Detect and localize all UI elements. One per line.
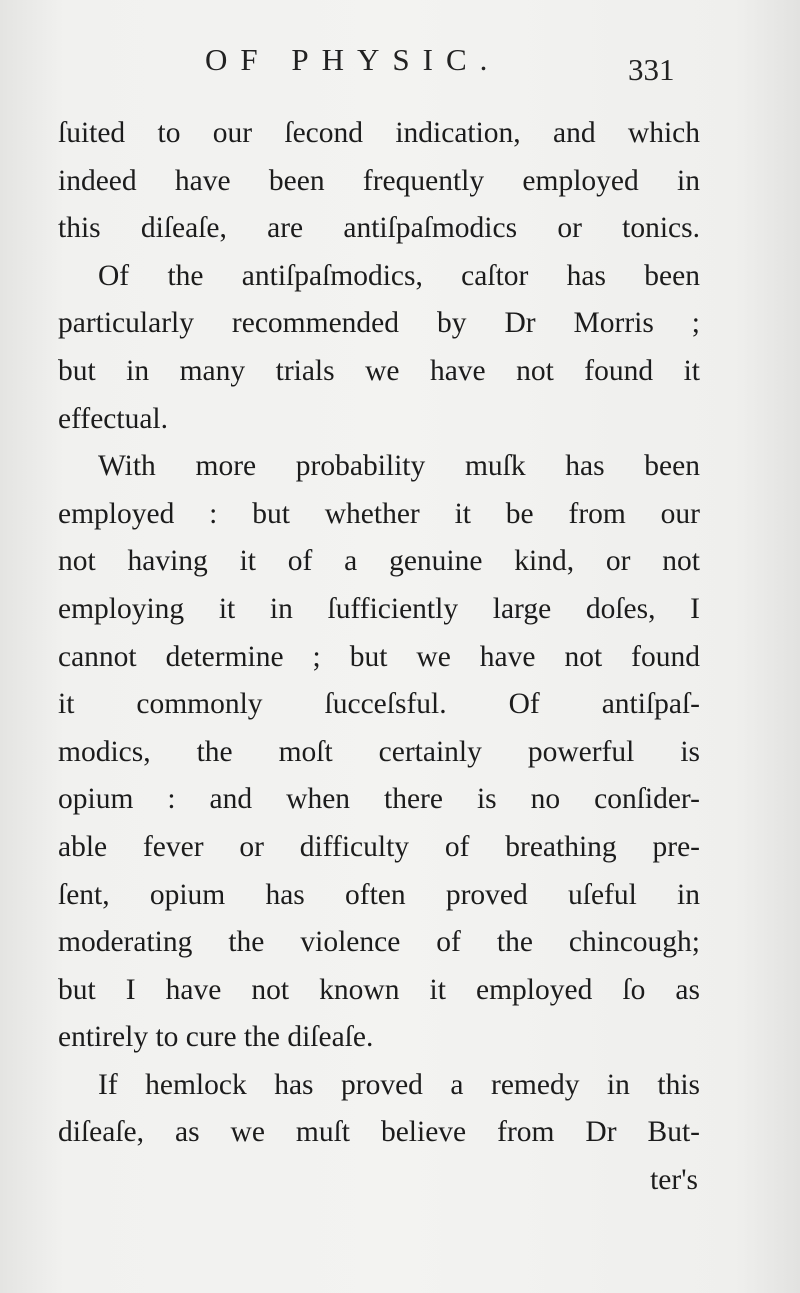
text-line: but in many trials we have not found it bbox=[58, 354, 700, 387]
text-line: not having it of a genuine kind, or not bbox=[58, 545, 700, 578]
catchword-row bbox=[58, 1157, 700, 1207]
text-line: With more probability muſk has been bbox=[98, 450, 700, 483]
text-line: but I have not known it employed ſo as bbox=[58, 973, 700, 1006]
text-line: this diſeaſe, are antiſpaſmodics or tonics. bbox=[58, 212, 700, 245]
text-line: employed : but whether it be from our bbox=[58, 497, 700, 530]
page-number: 331 bbox=[628, 52, 675, 87]
text-line: opium : and when there is no conſider- bbox=[58, 783, 700, 816]
running-head bbox=[0, 42, 800, 92]
text-line: modics, the moſt certainly powerful is bbox=[58, 735, 700, 768]
text-line: ſuited to our ſecond indication, and which bbox=[58, 117, 700, 149]
catchword: ter's bbox=[650, 1164, 698, 1197]
text-line: cannot determine ; but we have not found bbox=[58, 640, 700, 673]
body-text bbox=[58, 110, 700, 1207]
text-line: indeed have been frequently employed in bbox=[58, 164, 700, 197]
text-line: moderating the violence of the chincough; bbox=[58, 926, 700, 959]
text-line: employing it in ſufficiently large doſes, I bbox=[58, 592, 700, 625]
text-line: entirely to cure the diſeaſe. bbox=[58, 1021, 374, 1054]
running-title: OF PHYSIC. bbox=[205, 42, 501, 77]
text-line: diſeaſe, as we muſt believe from Dr But- bbox=[58, 1116, 700, 1149]
text-line: able fever or difficulty of breathing pre- bbox=[58, 830, 700, 863]
text-line: Of the antiſpaſmodics, caſtor has been bbox=[98, 259, 700, 292]
text-line: ſent, opium has often proved uſeful in bbox=[58, 878, 700, 911]
text-line: particularly recommended by Dr Morris ; bbox=[58, 307, 700, 340]
text-line: effectual. bbox=[58, 402, 169, 435]
text-line: If hemlock has proved a remedy in this bbox=[98, 1068, 700, 1101]
text-line: it commonly ſucceſsful. Of antiſpaſ- bbox=[58, 688, 700, 721]
